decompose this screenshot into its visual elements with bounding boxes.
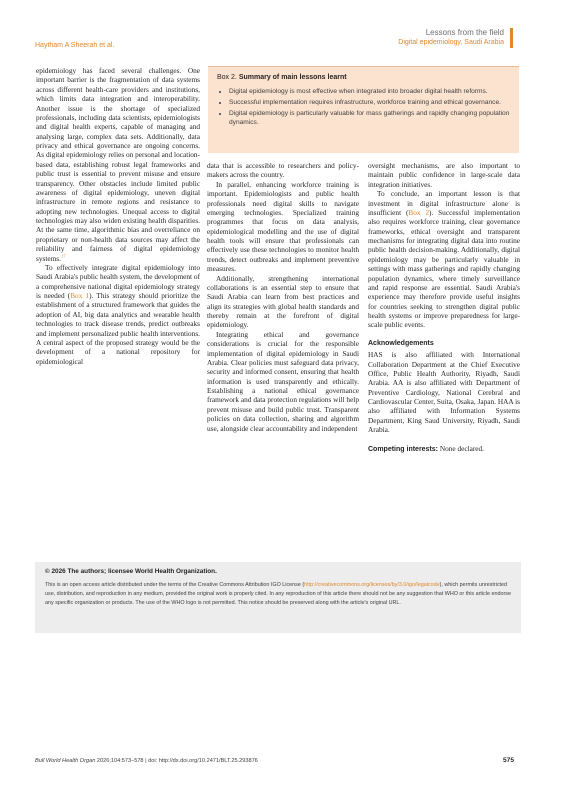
reference-17[interactable]: 17 bbox=[60, 253, 66, 259]
paragraph bbox=[368, 189, 520, 330]
competing-interests-text: None declared. bbox=[439, 443, 485, 453]
paragraph: oversight mechanisms, are also important to maintain public confidence in large-scale data integration initiatives. bbox=[368, 161, 520, 189]
box-title bbox=[217, 74, 347, 81]
box-list-item: • Digital epidemiology is particularly valuable for mass gatherings and rapidly changing population dynamics. bbox=[229, 110, 527, 127]
doi-link[interactable]: | doi: http://dx.doi.org/10.2471/BLT.25.293876 bbox=[145, 758, 258, 764]
license-title: © 2026 The authors; licensee World Health Organization. bbox=[45, 568, 217, 575]
acknowledgements-heading: Acknowledgements bbox=[368, 339, 434, 347]
paragraph bbox=[36, 263, 200, 366]
running-head-subsection: Digital epidemiology, Saudi Arabia bbox=[398, 39, 504, 46]
paragraph bbox=[36, 66, 200, 263]
page-number: 575 bbox=[502, 757, 514, 764]
box-2-summary bbox=[208, 66, 519, 153]
competing-interests bbox=[368, 444, 520, 454]
paragraph: Integrating ethical and governance considerations is crucial for the responsible implementation of digital epidemiology in Saudi Arabia. Clear policies must safeguard data privacy, security and informed consent, ensuring that health information is used transparently and ethically. Establishing a national ethical governance framework and data protection regulations will help prevent misuse and build public trust. Transparent policies on data collection, sharing and algorithm use, alongside clear accountability and independent bbox=[207, 329, 359, 433]
box-1-link[interactable]: Box 1 bbox=[70, 291, 90, 300]
license-box bbox=[35, 562, 521, 633]
running-head-section: Lessons from the field bbox=[425, 28, 504, 37]
box-2-link[interactable]: Box 2 bbox=[408, 207, 430, 217]
license-link[interactable]: http://creativecommons.org/licenses/by/3.0/igo/legalcode bbox=[304, 582, 440, 588]
running-head bbox=[398, 28, 504, 48]
box-list-item: • Digital epidemiology is most effective when integrated into broader digital health reforms. bbox=[229, 88, 527, 97]
text-column-1 bbox=[36, 66, 200, 366]
competing-interests-label: Competing interests: bbox=[368, 445, 439, 453]
paragraph-text: To conclude, an important lesson is that investment in digital infrastructure alone is insufficient ( bbox=[368, 189, 520, 217]
running-head-author: Haytham A Sheerah et al. bbox=[35, 42, 115, 49]
paragraph-text: epidemiology has faced several challenges. One important barrier is the fragmentation of data systems across different health-care providers and institutions, which limits data integration and interoperability. Another issue is the shortage of specialized professionals, including data scientists, epidemiologists and digital health experts, capable of managing and analysing large, complex data sets. Additionally, data privacy and ethical governance are ongoing concerns. As digital epidemiology relies on personal and location-based data, establishing robust legal frameworks and public trust is essential to prevent misuse and ensure transparency. Other obstacles include limited public awareness of digital epidemiology, uneven digital infrastructure in remote regions and resistance to adopting new technologies. Unequal access to digital technologies may also widen existing health disparities. At the same time, algorithmic bias and overreliance on proprietary or non-health data sources may affect the reliability and fairness of digital epidemiology systems. bbox=[36, 66, 200, 263]
paragraph-text: ). Successful implementation also requires workforce training, clear governance frameworks, ethical oversight and transparent mechanisms for integrating digital data into routine public health decision-making. Additionally, digital epidemiology may be particularly valuable in settings with mass gatherings and rapidly changing population dynamics, where timely surveillance and rapid response are essential. Saudi Arabia's experience may therefore provide useful insights for countries seeking to strengthen digital public health systems or improve preparedness for large-scale public events. bbox=[368, 207, 520, 330]
text-column-3 bbox=[368, 161, 520, 454]
paragraph: Additionally, strengthening international collaborations is an essential step to ensure that Saudi Arabia can learn from best practices and align its strategies with global health standards and thereby remain at the forefront of digital epidemiology. bbox=[207, 273, 359, 330]
header-accent-bar bbox=[510, 28, 513, 48]
paragraph: In parallel, enhancing workforce training is important. Epidemiologists and public health professionals need digital skills to navigate emerging technologies. Specialized training programmes that focus on data analysis, epidemiological modelling and the use of digital health tools will ensure that professionals can effectively use these technologies to monitor health trends, detect outbreaks and implement preventive measures. bbox=[207, 179, 359, 274]
paragraph: data that is accessible to researchers and policy-makers across the country. bbox=[207, 161, 359, 180]
acknowledgements-text: HAS is also affiliated with International Collaboration Department at the Chief Executive Office, Public Health Authority, Riyadh, Saudi Arabia. AA is also affiliated with Department of Preventive Cardiology, National Cerebral and Cardiovascular Center, Suita, Osaka, Japan. HAA is also affiliated with Information Systems Department, King Saud University, Riyadh, Saudi Arabia. bbox=[368, 350, 520, 435]
paragraph-text: To effectively integrate digital epidemiology into Saudi Arabia's public health system, the development of a comprehensive national digital epidemiology strategy is needed ( bbox=[36, 262, 200, 300]
journal-name: Bull World Health Organ bbox=[35, 758, 96, 764]
paragraph-text: ). This strategy should prioritize the establishment of a structured framework that guides the adoption of AI, big data analytics and wearable health technologies to track disease trends, predict outbreaks and implement personalized public health interventions. A central aspect of the proposed strategy would be the development of a national repository for epidemiological bbox=[36, 291, 201, 366]
box-title-text: Summary of main lessons learnt bbox=[238, 74, 347, 81]
box-label: Box 2. bbox=[217, 74, 237, 81]
box-list-item: • Successful implementation requires infrastructure, workforce training and ethical governance. bbox=[229, 99, 527, 108]
footer-citation bbox=[35, 758, 258, 764]
license-text bbox=[45, 581, 515, 608]
license-text-part: This is an open access article distributed under the terms of the Creative Commons Attribution IGO License ( bbox=[45, 582, 305, 588]
journal-citation: 2026;104:573–578 bbox=[95, 758, 144, 764]
license-text-part: ), which permits unrestricted use, distribution, and reproduction in any medium, provided the original work is properly cited. In any reproduction of this article there should not be any suggestion that WHO or this article endorse any specific organization or products. The use of the WHO logo is not permitted. This notice should be preserved along with the article's original URL. bbox=[45, 582, 511, 606]
box-list bbox=[217, 88, 527, 130]
text-column-2 bbox=[207, 161, 359, 433]
